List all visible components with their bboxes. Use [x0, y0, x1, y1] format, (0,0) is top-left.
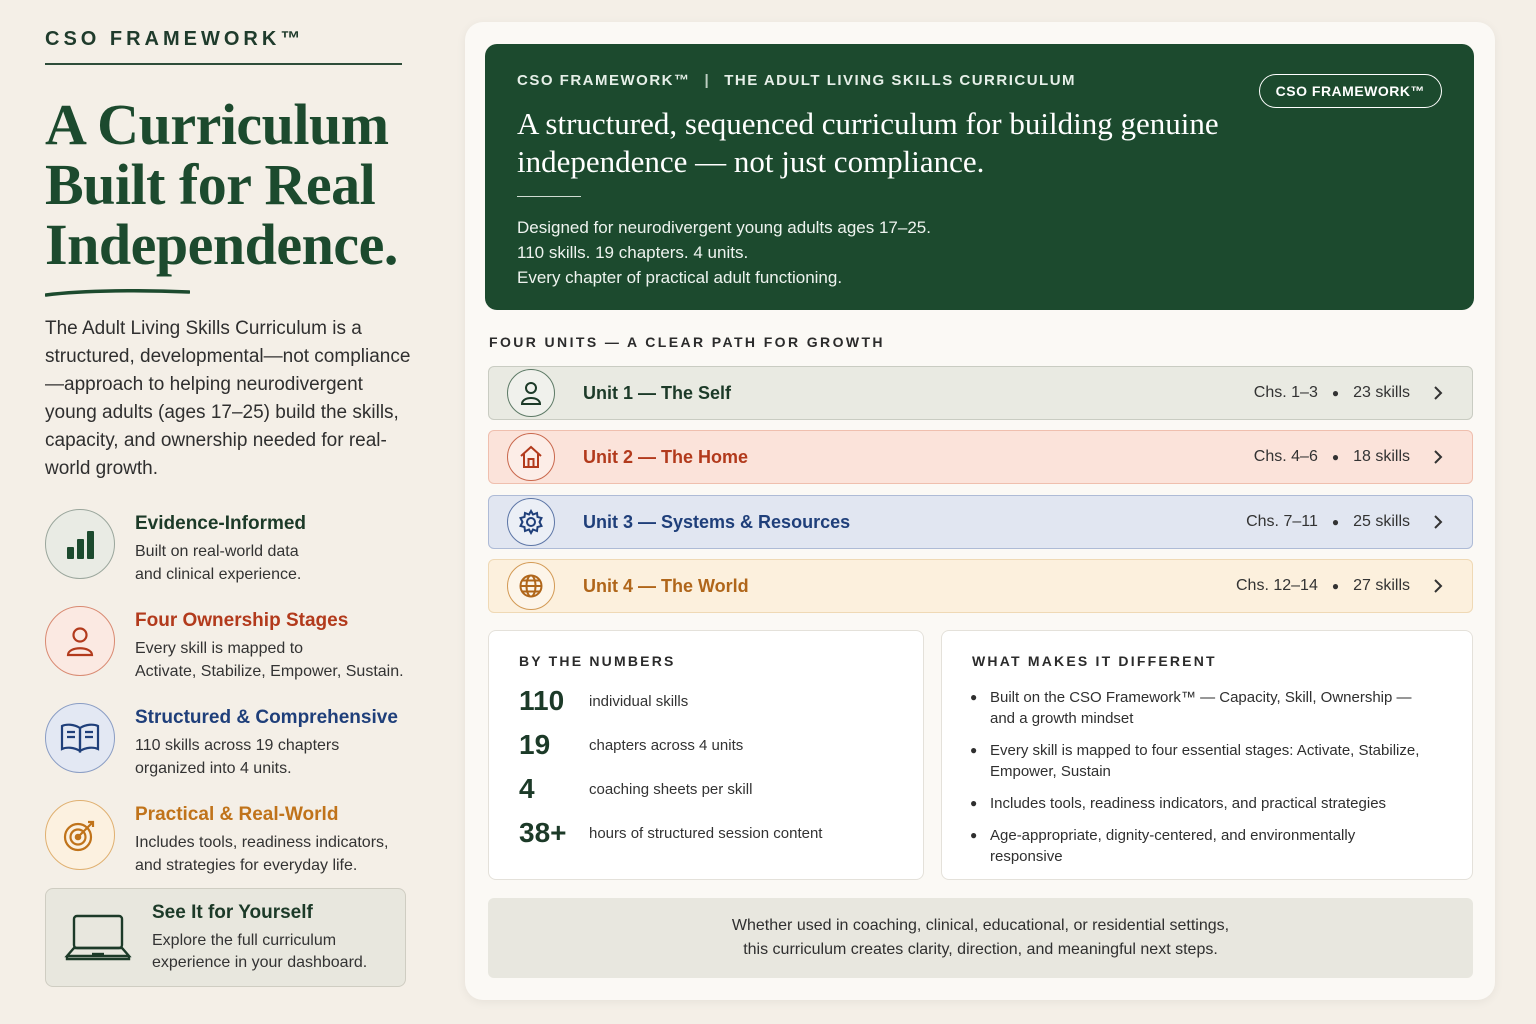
list-item — [970, 793, 1430, 814]
feature-text: Built on real-world data and clinical experience. — [135, 543, 302, 583]
feature-list — [45, 509, 425, 897]
globe-icon — [507, 562, 555, 610]
left-column — [45, 28, 425, 897]
meta-dot: ● — [1331, 386, 1340, 400]
unit-row-world[interactable] — [488, 559, 1473, 613]
hero-eyebrow-brand: CSO FRAMEWORK™ — [517, 72, 691, 89]
hero-divider — [517, 196, 581, 197]
hero-eyebrow-title: THE ADULT LIVING SKILLS CURRICULUM — [724, 72, 1077, 89]
chevron-right-icon — [1432, 514, 1444, 530]
page-title-line-3: Independence. — [45, 212, 398, 277]
cta-title: See It for Yourself — [152, 901, 313, 923]
stat-row — [519, 685, 688, 717]
footer-note: Whether used in coaching, clinical, educational, or residential settings, this curriculum creates clarity, direction, and meaningful next steps. — [488, 898, 1473, 978]
bullet: ● — [970, 828, 978, 842]
hero-body-line: 110 skills. 19 chapters. 4 units. — [517, 243, 749, 262]
unit-meta — [1246, 513, 1410, 531]
unit-name: Unit 4 — The World — [583, 575, 749, 596]
target-icon — [45, 800, 115, 870]
page-title-line-2: Built for Real — [45, 152, 376, 217]
unit-chapters: Chs. 1–3 — [1253, 384, 1318, 401]
bullet: ● — [970, 743, 978, 757]
unit-chapters: Chs. 12–14 — [1236, 577, 1318, 594]
unit-meta — [1254, 448, 1410, 466]
feature-text: Includes tools, readiness indicators, and strategies for everyday life. — [135, 834, 389, 874]
title-underline — [45, 289, 190, 297]
unit-meta — [1236, 577, 1410, 595]
different-label: WHAT MAKES IT DIFFERENT — [972, 653, 1217, 669]
unit-chapters: Chs. 4–6 — [1253, 448, 1318, 465]
numbers-card — [488, 630, 924, 880]
intro-text: The Adult Living Skills Curriculum is a structured, developmental—not compliance—approach to helping neurodivergent young adults (ages 17–25) build the skills, capacity, and ownership needed for real-world growth. — [45, 318, 411, 479]
feature-ownership — [45, 606, 425, 703]
feature-title: Practical & Real-World — [135, 804, 339, 825]
person-icon — [45, 606, 115, 676]
unit-skills: 23 skills — [1353, 384, 1410, 401]
list-item-text: Includes tools, readiness indicators, and practical strategies — [990, 795, 1387, 812]
unit-row-home[interactable] — [488, 430, 1473, 484]
stat-label: individual skills — [589, 692, 689, 710]
stat-value: 38+ — [519, 817, 567, 848]
list-item — [970, 740, 1430, 782]
feature-title: Structured & Comprehensive — [135, 707, 398, 728]
hero-eyebrow-separator: | — [704, 72, 711, 89]
hero-title: A structured, sequenced curriculum for building genuine independence — not just compliance. — [517, 106, 1219, 179]
meta-dot: ● — [1331, 579, 1340, 593]
brand-label: CSO FRAMEWORK™ — [45, 28, 402, 65]
numbers-label: BY THE NUMBERS — [519, 653, 676, 669]
hero-body — [517, 215, 1442, 290]
unit-skills: 25 skills — [1353, 513, 1410, 530]
feature-title: Evidence-Informed — [135, 513, 307, 534]
unit-chapters: Chs. 7–11 — [1246, 513, 1318, 530]
stat-label: hours of structured session content — [589, 824, 823, 842]
units-section-label: FOUR UNITS — A CLEAR PATH FOR GROWTH — [489, 334, 885, 350]
stat-label: chapters across 4 units — [589, 736, 744, 754]
feature-title: Four Ownership Stages — [135, 610, 349, 631]
book-icon — [45, 703, 115, 773]
list-item — [970, 687, 1430, 729]
different-list — [970, 687, 1430, 878]
hero-body-line: Every chapter of practical adult functioning. — [517, 268, 843, 287]
page-title-line-1: A Curriculum — [45, 92, 389, 157]
hero-body-line: Designed for neurodivergent young adults ages 17–25. — [517, 218, 931, 237]
feature-text: 110 skills across 19 chapters organized into 4 units. — [135, 737, 340, 777]
chevron-right-icon — [1432, 385, 1444, 401]
hero-banner — [485, 44, 1474, 310]
list-item-text: Age-appropriate, dignity-centered, and environmentally responsive — [990, 827, 1356, 865]
unit-name: Unit 2 — The Home — [583, 446, 749, 467]
chevron-right-icon — [1432, 449, 1444, 465]
gear-icon — [507, 498, 555, 546]
page-title — [45, 92, 425, 277]
home-icon — [507, 433, 555, 481]
stat-value: 110 — [519, 685, 565, 716]
unit-skills: 27 skills — [1353, 577, 1410, 594]
meta-dot: ● — [1331, 450, 1340, 464]
unit-row-systems[interactable] — [488, 495, 1473, 549]
stat-value: 4 — [519, 773, 535, 804]
feature-text: Every skill is mapped to Activate, Stabilize, Empower, Sustain. — [135, 640, 404, 680]
unit-name: Unit 3 — Systems & Resources — [583, 511, 851, 532]
stat-label: coaching sheets per skill — [589, 780, 753, 798]
laptop-icon — [64, 910, 132, 966]
stat-value: 19 — [519, 729, 551, 760]
list-item — [970, 825, 1430, 867]
feature-practical — [45, 800, 425, 897]
main-panel — [465, 22, 1495, 1000]
feature-structured — [45, 703, 425, 800]
bullet: ● — [970, 796, 978, 810]
stat-row — [519, 729, 743, 761]
list-item-text: Every skill is mapped to four essential stages: Activate, Stabilize, Empower, Sustain — [990, 742, 1420, 780]
person-icon — [507, 369, 555, 417]
see-it-button[interactable] — [45, 888, 406, 987]
stat-row — [519, 773, 752, 805]
meta-dot: ● — [1331, 515, 1340, 529]
unit-name: Unit 1 — The Self — [583, 382, 732, 403]
bar-chart-icon — [45, 509, 115, 579]
unit-row-self[interactable] — [488, 366, 1473, 420]
framework-badge: CSO FRAMEWORK™ — [1259, 74, 1442, 108]
bullet: ● — [970, 690, 978, 704]
stat-row — [519, 817, 822, 849]
cta-text: Explore the full curriculum experience in your dashboard. — [152, 931, 368, 971]
different-card — [941, 630, 1473, 880]
unit-meta — [1254, 384, 1410, 402]
unit-skills: 18 skills — [1353, 448, 1410, 465]
chevron-right-icon — [1432, 578, 1444, 594]
list-item-text: Built on the CSO Framework™ — Capacity, Skill, Ownership — and a growth mindset — [990, 689, 1412, 727]
feature-evidence — [45, 509, 425, 606]
